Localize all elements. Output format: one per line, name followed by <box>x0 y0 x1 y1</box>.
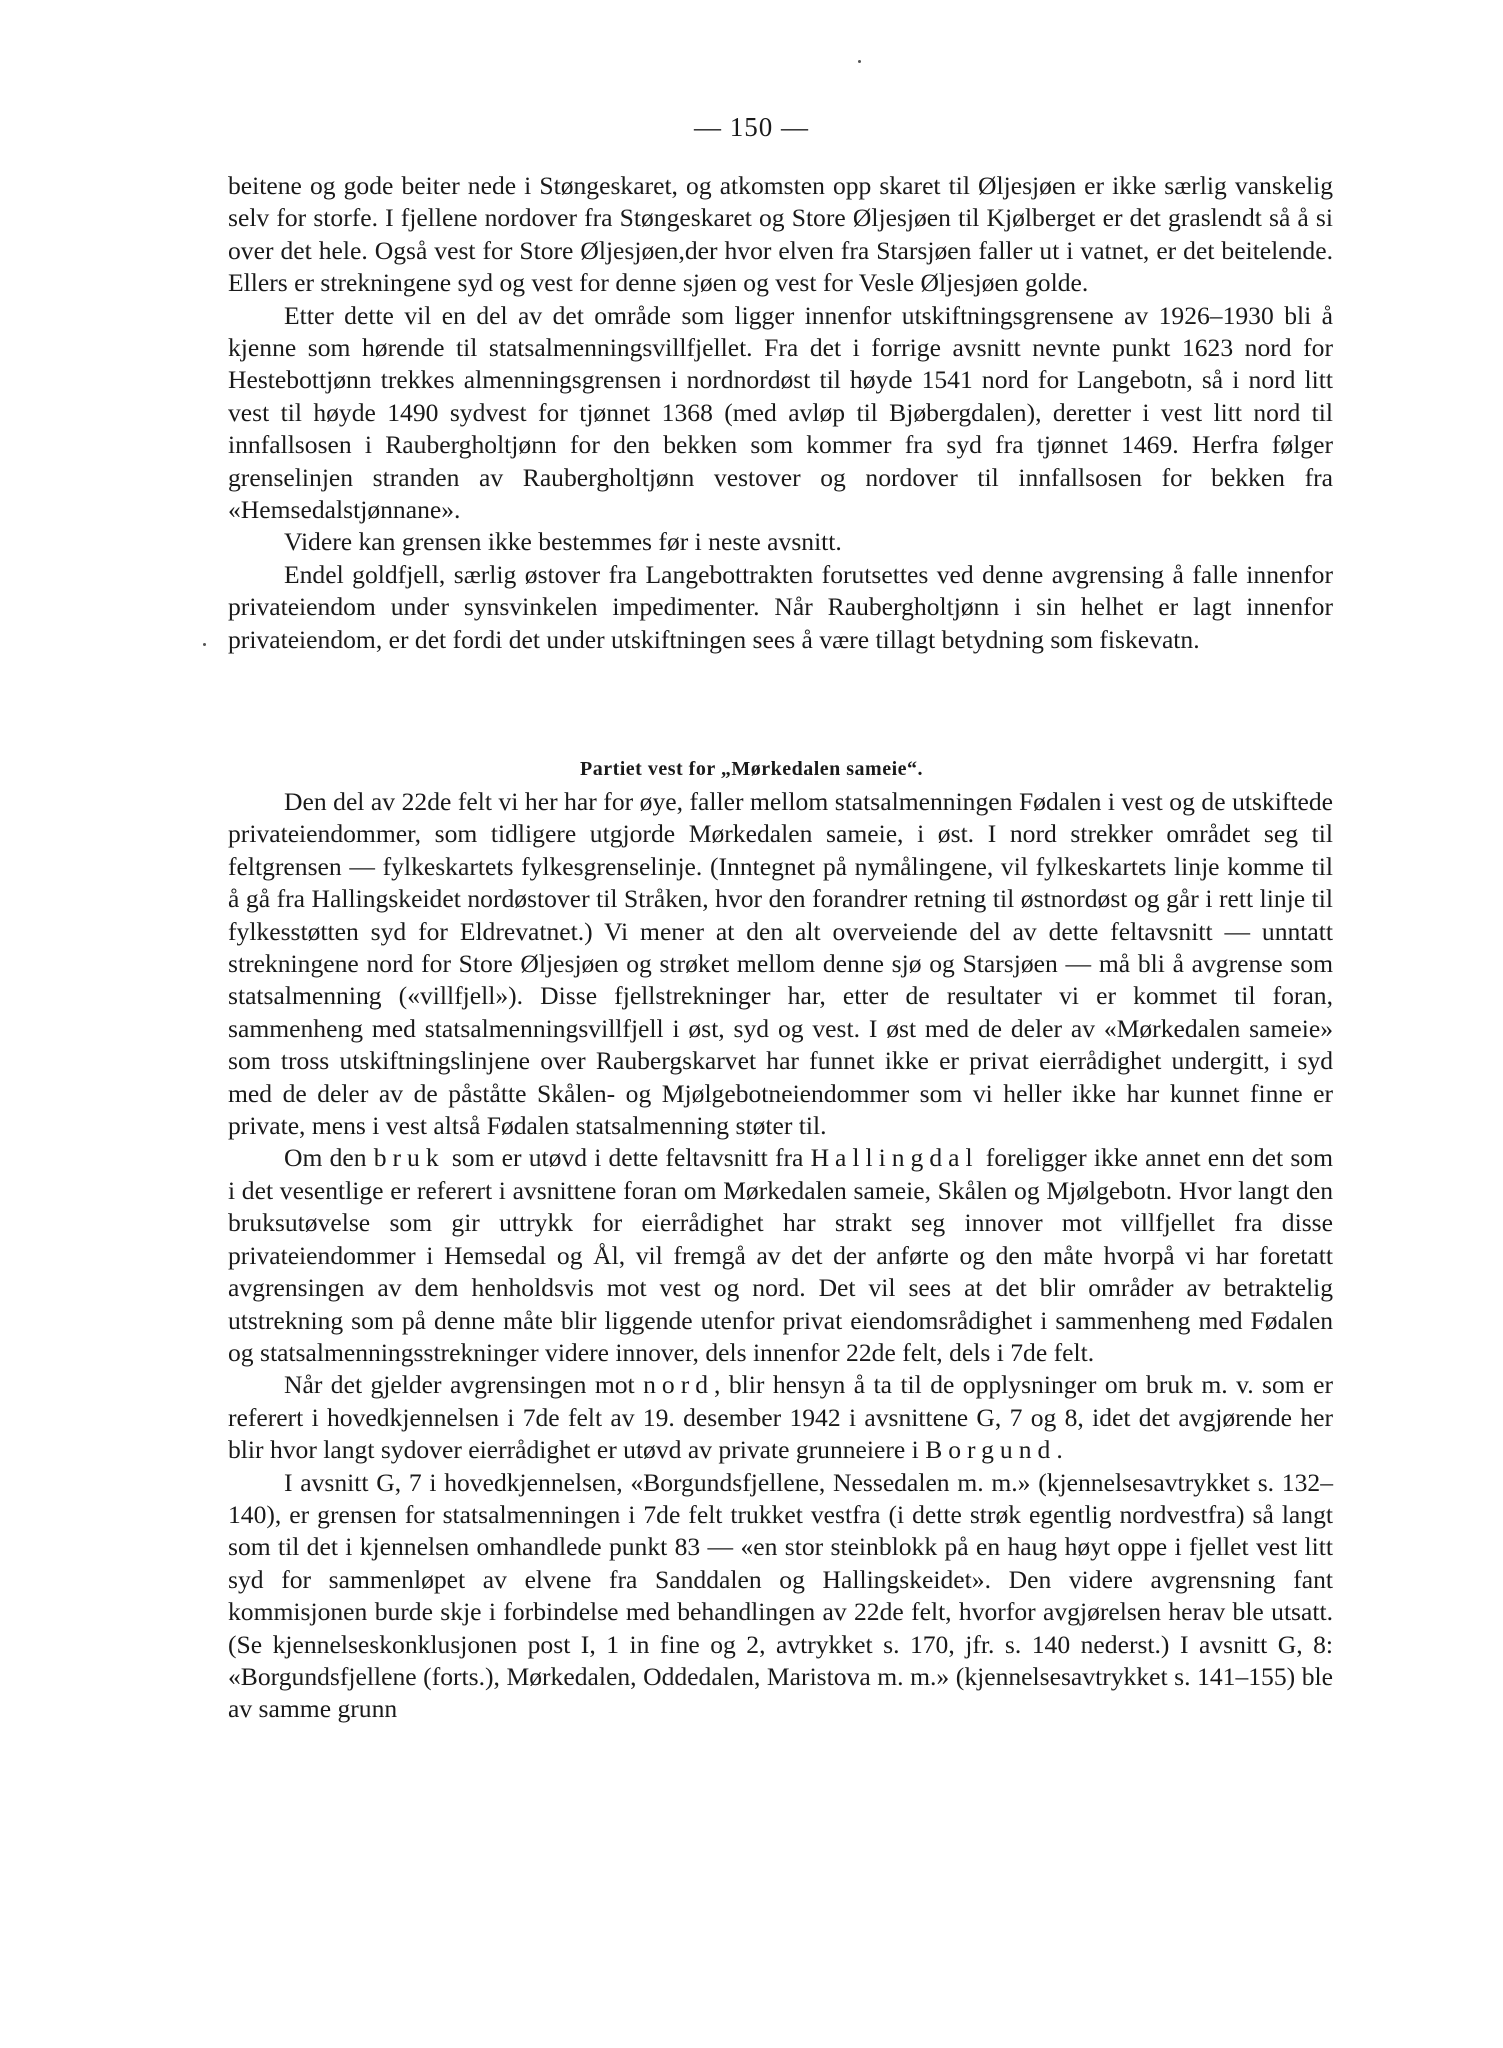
paragraph: beitene og gode beiter nede i Støngeskaret, og atkomsten opp skaret til Øljesjøen er ikke særlig vanskelig selv for storfe. I fjellene nordover fra Støngeskaret og Store Øljesjøen til Kjølberget er det graslendt så å si over det hele. Også vest for Store Øljesjøen,der hvor elven fra Starsjøen faller ut i vatnet, er det beitelende. Ellers er strekningene syd og vest for denne sjøen og vest for Vesle Øljesjøen golde. <box>228 171 1333 298</box>
page-speck <box>203 643 206 646</box>
section-heading: Partiet vest for „Mørkedalen sameie“. <box>579 758 924 780</box>
text-run: som er utøvd i dette feltavsnitt fra <box>444 1143 811 1173</box>
paragraph: I avsnitt G, 7 i hovedkjennelsen, «Borgundsfjellene, Nessedalen m. m.» (kjennelsesavtrykket s. 132–140), er grensen for statsalmenningen i 7de felt trukket vestfra (i dette strøk egentlig nordvestfra) så langt som til det i kjennelsen omhandlede punkt 83 — «en stor steinblokk på en haug høyt oppe i fjellet vest litt syd for sammenløpet av elvene fra Sanddalen og Hallingskeidet». Den videre avgrensning fant kommisjonen burde skje i forbindelse med behandlingen av 22de felt, hvorfor avgjørelsen herav ble utsatt. (Se kjennelseskonklusjonen post I, 1 in fine og 2, avtrykket s. 170, jfr. s. 140 nederst.) I avsnitt G, 8: «Borgundsfjellene (forts.), Mørkedalen, Oddedalen, Maristova m. m.» (kjennelsesavtrykket s. 141–155) ble av samme grunn <box>228 1467 1333 1724</box>
paragraph: Etter dette vil en del av det område som ligger innenfor utskiftningsgrensene av 1926–1930 bli å kjenne som hørende til statsalmenningsvillfjellet. Fra det i forrige avsnitt nevnte punkt 1623 nord for Hestebottjønn trekkes almenningsgrensen i nordnordøst til høyde 1541 nord for Langebotn, så i nord litt vest til høyde 1490 sydvest for tjønnet 1368 (med avløp til Bjøbergdalen), deretter i vest litt nord til innfallsosen i Raubergholtjønn for den bekken som kommer fra syd fra tjønnet 1469. Herfra følger grenselinjen stranden av Raubergholtjønn vestover og nordover til innfallsosen for bekken fra «Hemsedalstjønnane». <box>228 300 1333 525</box>
spaced-emphasis: Borgund <box>925 1435 1057 1465</box>
text-run: . <box>1056 1435 1063 1465</box>
paragraph <box>228 1142 1333 1369</box>
text-run: Om den <box>284 1143 374 1173</box>
spaced-emphasis: Hallingdal <box>810 1143 979 1173</box>
text-run: foreligger ikke annet enn det som i det vesentlige er referert i avsnittene foran om Mørkedalen sameie, Skålen og Mjølgebotn. Hvor langt den bruksutøvelse som gir uttrykk for eierrådighet har strakt seg innover mot villfjellet fra disse privateiendommer i Hemsedal og Ål, vil fremgå av det der anførte og den måte hvorpå vi har foretatt avgrensingen av dem henholdsvis mot vest og nord. Det vil sees at det blir områder av betraktelig utstrekning som på denne måte blir liggende utenfor privat eiendomsrådighet i sammenheng med Fødalen og statsalmenningsstrekninger videre innover, dels innenfor 22de felt, dels i 7de felt. <box>228 1143 1333 1367</box>
section-text <box>228 786 1333 1726</box>
paragraph: Den del av 22de felt vi her har for øye, faller mellom statsalmenningen Fødalen i vest og de utskiftede privateiendommer, som tidligere utgjorde Mørkedalen sameie, i øst. I nord strekker området seg til feltgrensen — fylkeskartets fylkesgrenselinje. (Inntegnet på nymålingene, vil fylkeskartets linje komme til å gå fra Hallingskeidet nordøstover til Stråken, hvor den forandrer retning til østnordøst og går i rett linje til fylkesstøtten syd for Eldrevatnet.) Vi mener at den alt overveiende del av dette feltavsnitt — unntatt strekningene nord for Store Øljesjøen og strøket mellom denne sjø og Starsjøen — må bli å avgrense som statsalmenning («villfjell»). Disse fjellstrekninger har, etter de resultater vi er kommet til foran, sammenheng med statsalmenningsvillfjell i øst, syd og vest. I øst med de deler av «Mørkedalen sameie» som tross utskiftningslinjene over Raubergskarvet har funnet ikke er privat eierrådighet undergitt, i syd med de deler av de påståtte Skålen- og Mjølgebotneiendommer som vi heller ikke har kunnet finne er private, mens i vest altså Fødalen statsalmenning støter til. <box>228 787 1333 1141</box>
intro-text <box>228 170 1333 656</box>
spaced-emphasis: nord <box>643 1370 715 1400</box>
page-number: — 150 — <box>694 112 809 142</box>
page-speck <box>858 60 861 63</box>
paragraph: Videre kan grensen ikke bestemmes før i neste avsnitt. <box>284 527 842 557</box>
text-run: , blir hensyn å ta til de opplysninger om bruk m. v. som er referert i hovedkjennelsen i 7de felt av 19. desember 1942 i avsnittene G, 7 og 8, idet det avgjørende her blir hvor langt sydover eierrådighet er utøvd av private grunneiere i <box>228 1370 1334 1465</box>
paragraph: Endel goldfjell, særlig østover fra Langebottrakten forutsettes ved denne avgrensing å falle innenfor privateiendom under synsvinkelen impedimenter. Når Raubergholtjønn i sin helhet er lagt innenfor privateiendom, er det fordi det under utskiftningen sees å være tillagt betydning som fiskevatn. <box>228 559 1333 654</box>
spaced-emphasis: bruk <box>373 1143 445 1173</box>
paragraph <box>228 1369 1333 1466</box>
text-run: Når det gjelder avgrensingen mot <box>284 1370 644 1400</box>
